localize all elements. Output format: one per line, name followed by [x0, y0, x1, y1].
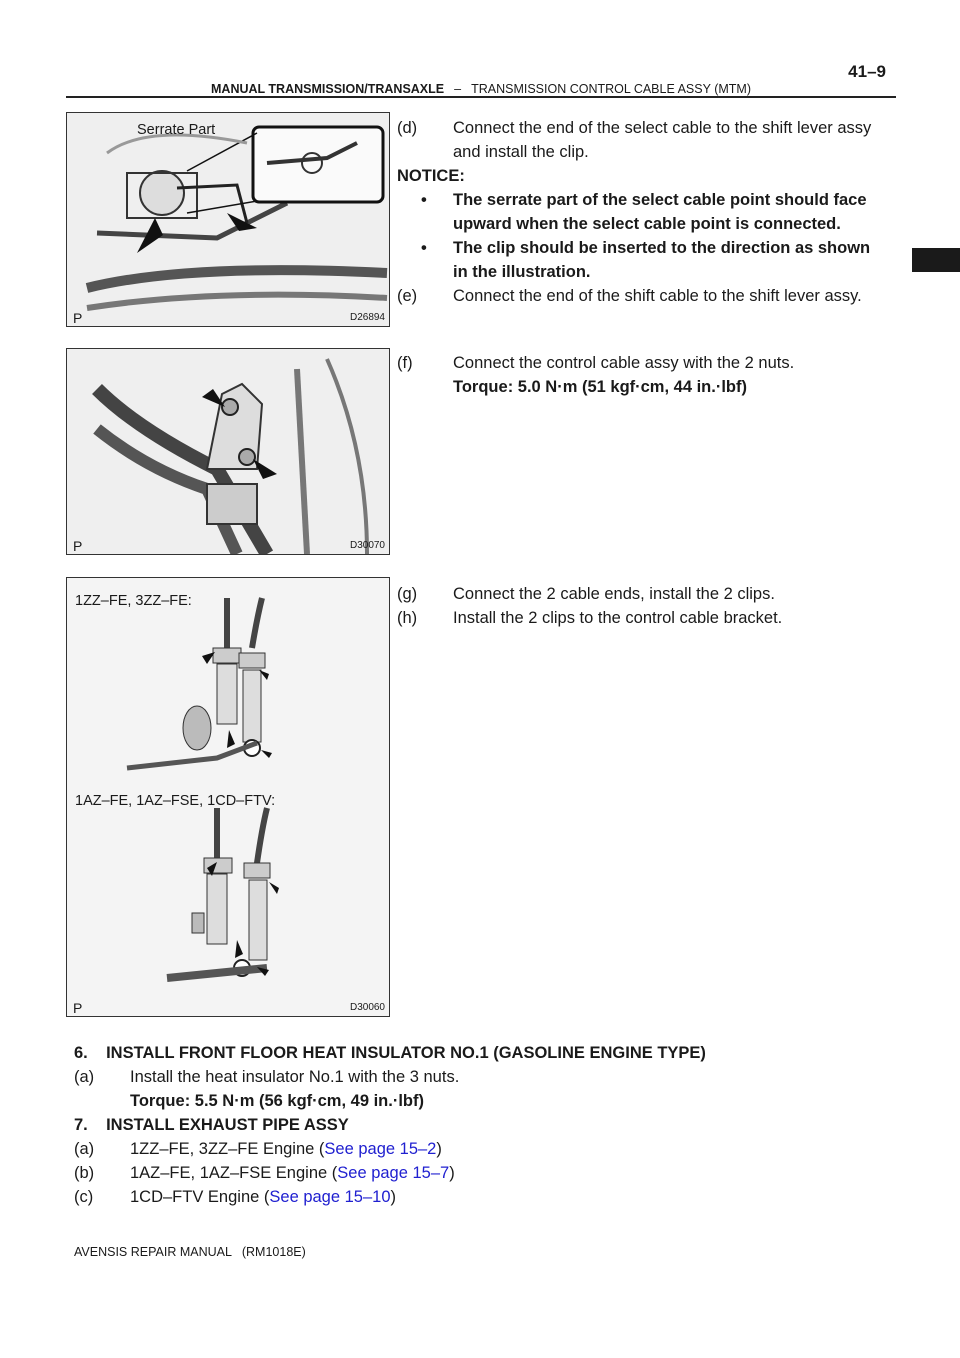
header-separator: – — [454, 82, 462, 96]
section-edge-tab — [912, 248, 960, 272]
figure-label-serrate-part: Serrate Part — [137, 122, 216, 138]
see-page-15-10-link[interactable]: See page 15–10 — [269, 1188, 391, 1206]
notice-bullet-2: • The clip should be inserted to the direction as shown in the illustration. — [397, 236, 897, 284]
step-text: Install the 2 clips to the control cable bracket. — [453, 609, 783, 627]
illustration-control-cable-bracket — [67, 349, 389, 554]
step-text: Connect the 2 cable ends, install the 2 clips. — [453, 585, 775, 603]
figure-control-cable-nuts — [66, 348, 390, 555]
step-text: Connect the end of the shift cable to the shift lever assy. — [453, 287, 862, 305]
step-f — [397, 351, 897, 399]
figure-label-engine-1zz-3zz: 1ZZ–FE, 3ZZ–FE: — [75, 593, 192, 609]
section-6-step-a — [74, 1065, 894, 1113]
figure-id: D30070 — [349, 540, 385, 551]
bullet-mark: • — [421, 239, 427, 257]
step-h — [397, 606, 897, 630]
step-label: (b) — [74, 1164, 95, 1182]
section-6-title: 6. INSTALL FRONT FLOOR HEAT INSULATOR NO.1 (GASOLINE ENGINE TYPE) — [74, 1044, 706, 1062]
footer-manual-title: AVENSIS REPAIR MANUAL (RM1018E) — [74, 1245, 306, 1259]
step-label: (f) — [397, 354, 413, 372]
see-page-15-7-link[interactable]: See page 15–7 — [337, 1164, 450, 1182]
step-e — [397, 284, 907, 308]
figure-p-mark: P — [73, 1000, 83, 1016]
section-7-step-c: (c) 1CD–FTV Engine (See page 15–10) — [74, 1185, 894, 1209]
torque-spec: Torque: 5.0 N·m (51 kgf·cm, 44 in.·lbf) — [453, 378, 747, 396]
header-rule — [66, 96, 896, 98]
figure-p-mark: P — [73, 538, 83, 554]
step-label: (a) — [74, 1068, 95, 1086]
step-text: Connect the end of the select cable to the shift lever assy and install the clip. — [453, 119, 872, 161]
figure-cable-ends-clips — [66, 577, 390, 1017]
running-header — [66, 82, 896, 96]
torque-spec: Torque: 5.5 N·m (56 kgf·cm, 49 in.·lbf) — [130, 1092, 424, 1110]
header-subsection: TRANSMISSION CONTROL CABLE ASSY (MTM) — [471, 82, 751, 96]
notice-bullet-1: • The serrate part of the select cable point should face upward when the select cable point is connected. — [397, 188, 897, 236]
figure-id: D26894 — [349, 312, 385, 323]
step-label: (e) — [397, 287, 418, 305]
section-7-title: 7. INSTALL EXHAUST PIPE ASSY — [74, 1116, 349, 1134]
page-number: 41–9 — [848, 62, 886, 81]
section-7-step-a: (a) 1ZZ–FE, 3ZZ–FE Engine (See page 15–2) — [74, 1137, 894, 1161]
figure-id: D30060 — [349, 1002, 385, 1013]
header-section: MANUAL TRANSMISSION/TRANSAXLE — [211, 82, 445, 96]
figure-serrate-part — [66, 112, 390, 327]
step-label: (d) — [397, 119, 418, 137]
bullet-mark: • — [421, 191, 427, 209]
section-7-step-b: (b) 1AZ–FE, 1AZ–FSE Engine (See page 15–7) — [74, 1161, 894, 1185]
step-d — [397, 116, 897, 164]
step-label: (h) — [397, 609, 418, 627]
step-label: (a) — [74, 1140, 95, 1158]
figure-label-engine-1az-1cd: 1AZ–FE, 1AZ–FSE, 1CD–FTV: — [75, 793, 276, 809]
step-g — [397, 582, 897, 606]
step-text: Install the heat insulator No.1 with the 3 nuts. — [130, 1068, 460, 1086]
see-page-15-2-link[interactable]: See page 15–2 — [324, 1140, 437, 1158]
step-label: (g) — [397, 585, 418, 603]
notice-title: NOTICE: — [397, 167, 465, 185]
step-text: Connect the control cable assy with the 2 nuts. — [453, 354, 795, 372]
illustration-select-cable-clip — [67, 113, 389, 326]
figure-p-mark: P — [73, 310, 83, 326]
step-label: (c) — [74, 1188, 94, 1206]
